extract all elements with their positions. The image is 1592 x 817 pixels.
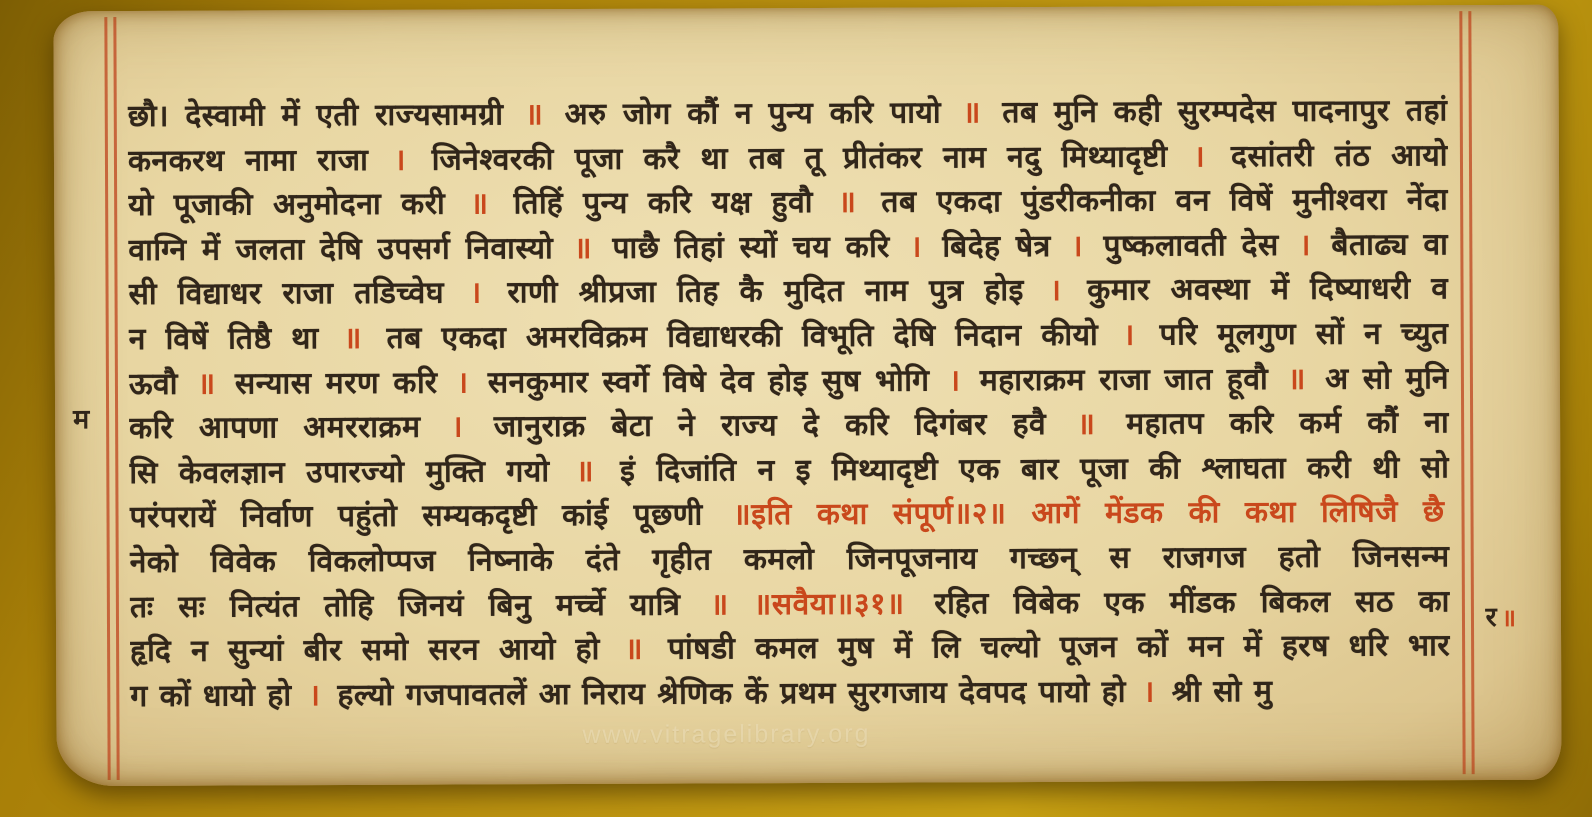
- red-ink-segment: ।: [1193, 139, 1206, 173]
- ink-segment: अ सो मुनि: [1325, 361, 1450, 396]
- ink-segment: सनकुमार स्वर्गे विषे देव होइ सुष भोगि: [487, 364, 930, 399]
- ink-segment: कुमार अवस्था में दिष्याधरी व: [1087, 272, 1449, 308]
- ink-segment: छौ। देस्वामी में एती राज्यसामग्री: [127, 98, 504, 133]
- ink-segment: श्री सो मु: [1171, 674, 1273, 709]
- ink-segment: तब एकदा पुंडरीकनीका वन विषें मुनीश्वरा नेंदा: [881, 183, 1449, 219]
- red-ink-segment: ॥: [624, 632, 644, 666]
- ink-segment: परंपरायें निर्वाण पहुंतो सम्यकदृष्टी कांई पूछणी: [129, 498, 703, 535]
- manuscript-line: [128, 223, 1448, 273]
- manuscript-line: [129, 446, 1449, 496]
- red-ink-segment: ॥: [197, 367, 216, 401]
- red-ink-segment: ।: [469, 276, 482, 310]
- manuscript-text: [128, 89, 1451, 719]
- ink-segment: ऊवौ: [128, 367, 179, 401]
- ink-segment: जानुराक्र बेटा ने राज्य दे करि दिगंबर हवै: [493, 408, 1047, 444]
- red-ink-segment: ।: [909, 230, 922, 264]
- ink-segment: बिदेह षेत्र: [942, 229, 1051, 264]
- manuscript-line: [130, 580, 1450, 630]
- right-margin-rule-outer: [1468, 11, 1474, 774]
- left-margin-note: [73, 399, 89, 436]
- ink-segment: तिहिं पुन्य करि यक्ष हुवौ: [513, 186, 814, 221]
- right-margin-rule-inner: [1459, 11, 1465, 774]
- ink-segment: नेको विवेक विकलोप्पज निष्नाके दंते गृहीत कमलो जिनपूजनाय गच्छन् स राजगज हतो जिनसन्म: [129, 540, 1450, 579]
- ink-segment: पांषडी कमल मुष में लि चल्यो पूजन कों मन में हरष धरि भार: [667, 629, 1451, 666]
- red-ink-segment: ॥: [837, 185, 857, 220]
- red-ink-segment: ।: [1142, 675, 1155, 709]
- red-ink-segment: ॥: [962, 96, 982, 130]
- watermark: www.vitragelibrary.org: [582, 719, 871, 749]
- red-ink-segment: ।: [394, 143, 407, 177]
- right-margin-char: र: [1485, 601, 1497, 633]
- ink-segment: न विषें तिष्ठै था: [128, 322, 319, 356]
- left-margin-rule-outer: [104, 17, 110, 780]
- left-margin-char: म: [73, 404, 90, 435]
- manuscript-line: [128, 134, 1448, 184]
- red-ink-segment: ॥: [1287, 362, 1307, 396]
- red-ink-segment: ॥: [524, 98, 544, 132]
- ink-segment: महाराक्रम राजा जात हूवौ: [979, 362, 1269, 397]
- ink-segment: जिनेश्वरकी पूजा करै था तब तू प्रीतंकर नाम नदु मिथ्यादृष्टी: [431, 140, 1168, 177]
- red-ink-segment: ॥: [573, 231, 593, 265]
- ink-segment: सन्यास मरण करि: [234, 366, 438, 401]
- manuscript-line: [128, 89, 1448, 139]
- red-ink-segment: ।: [1049, 274, 1062, 308]
- ink-segment: पुष्कलावती देस: [1103, 228, 1279, 263]
- ink-segment: ग कों धायो हो: [130, 678, 292, 713]
- manuscript-line: [128, 268, 1448, 318]
- ink-segment: हल्यो गजपावतलें आ निराय श्रेणिक कें प्रथम सुरगजाय देवपद पायो हो: [337, 675, 1127, 712]
- ink-segment: महातप करि कर्म कौं ना: [1126, 406, 1450, 441]
- manuscript-line: [130, 669, 1450, 719]
- manuscript-line: [129, 357, 1449, 407]
- ink-segment: वाग्नि में जलता देषि उपसर्ग निवास्यो: [128, 231, 554, 267]
- red-ink-segment: ।: [1298, 228, 1312, 262]
- ink-segment: तब मुनि कही सुरम्पदेस पादनापुर तहां: [1002, 94, 1448, 130]
- red-ink-segment: ॥: [343, 321, 362, 355]
- red-ink-segment: ।: [1071, 229, 1084, 263]
- red-ink-segment: ।: [948, 363, 961, 397]
- manuscript-line: [129, 401, 1449, 451]
- manuscript-page: [53, 5, 1561, 787]
- ink-segment: कनकरथ नामा राजा: [127, 143, 369, 178]
- ink-segment: दसांतरी तंठ आयो: [1230, 138, 1449, 173]
- ink-segment: यो पूजाकी अनुमोदना करी: [128, 187, 446, 223]
- manuscript-line: [128, 178, 1448, 228]
- manuscript-line: [129, 312, 1449, 362]
- right-margin-note: [1485, 597, 1521, 634]
- ink-segment: पाछै तिहां स्यों चय करि: [612, 230, 890, 265]
- red-ink-segment: ।: [1122, 318, 1135, 352]
- red-ink-segment: ॥इति कथा संपूर्ण॥२॥ आगें मेंडक की कथा लिषिजै छै: [732, 495, 1445, 532]
- ink-segment: बैताढ्य वा: [1331, 227, 1449, 262]
- manuscript-line: [130, 624, 1450, 674]
- ink-segment: सि केवलज्ञान उपारज्यो मुक्ति गयो: [129, 454, 550, 490]
- red-ink-segment: ।: [456, 366, 469, 400]
- manuscript-line: [130, 535, 1450, 585]
- ink-segment: राणी श्रीप्रजा तिह कै मुदित नाम पुत्र होइ: [507, 274, 1024, 310]
- ink-segment: रहित विबेक एक मींडक बिकल सठ का: [934, 584, 1450, 620]
- red-ink-segment: ॥: [575, 454, 595, 488]
- manuscript-line: [129, 491, 1449, 541]
- ink-segment: परि मूलगुण सों न च्युत: [1159, 317, 1449, 352]
- ink-segment: हृदि न सुन्यां बीर समो सरन आयो हो: [130, 633, 600, 669]
- right-margin-danda: ॥: [1501, 605, 1517, 632]
- ink-segment: तः सः नित्यंत तोहि जिनयं बिनु मर्च्चे यात्रि: [129, 588, 681, 624]
- ink-segment: इं दिजांति न इ मिथ्यादृष्टी एक बार पूजा की श्लाघता करी थी सो: [620, 450, 1450, 488]
- ink-segment: सी विद्याधर राजा तडिच्वेघ: [128, 276, 445, 312]
- red-ink-segment: ।: [451, 410, 464, 444]
- red-ink-segment: ।: [308, 678, 321, 712]
- ink-segment: अरु जोग कौं न पुन्य करि पायो: [564, 96, 942, 132]
- left-margin-rule-inner: [113, 17, 119, 780]
- red-ink-segment: ॥ ॥सवैया॥३१॥: [710, 587, 905, 621]
- ink-segment: तब एकदा अमरविक्रम विद्याधरकी विभूति देषि निदान कीयो: [386, 318, 1099, 355]
- red-ink-segment: ॥: [470, 187, 489, 221]
- ink-segment: करि आपणा अमरराक्रम: [129, 410, 421, 446]
- red-ink-segment: ॥: [1076, 407, 1096, 441]
